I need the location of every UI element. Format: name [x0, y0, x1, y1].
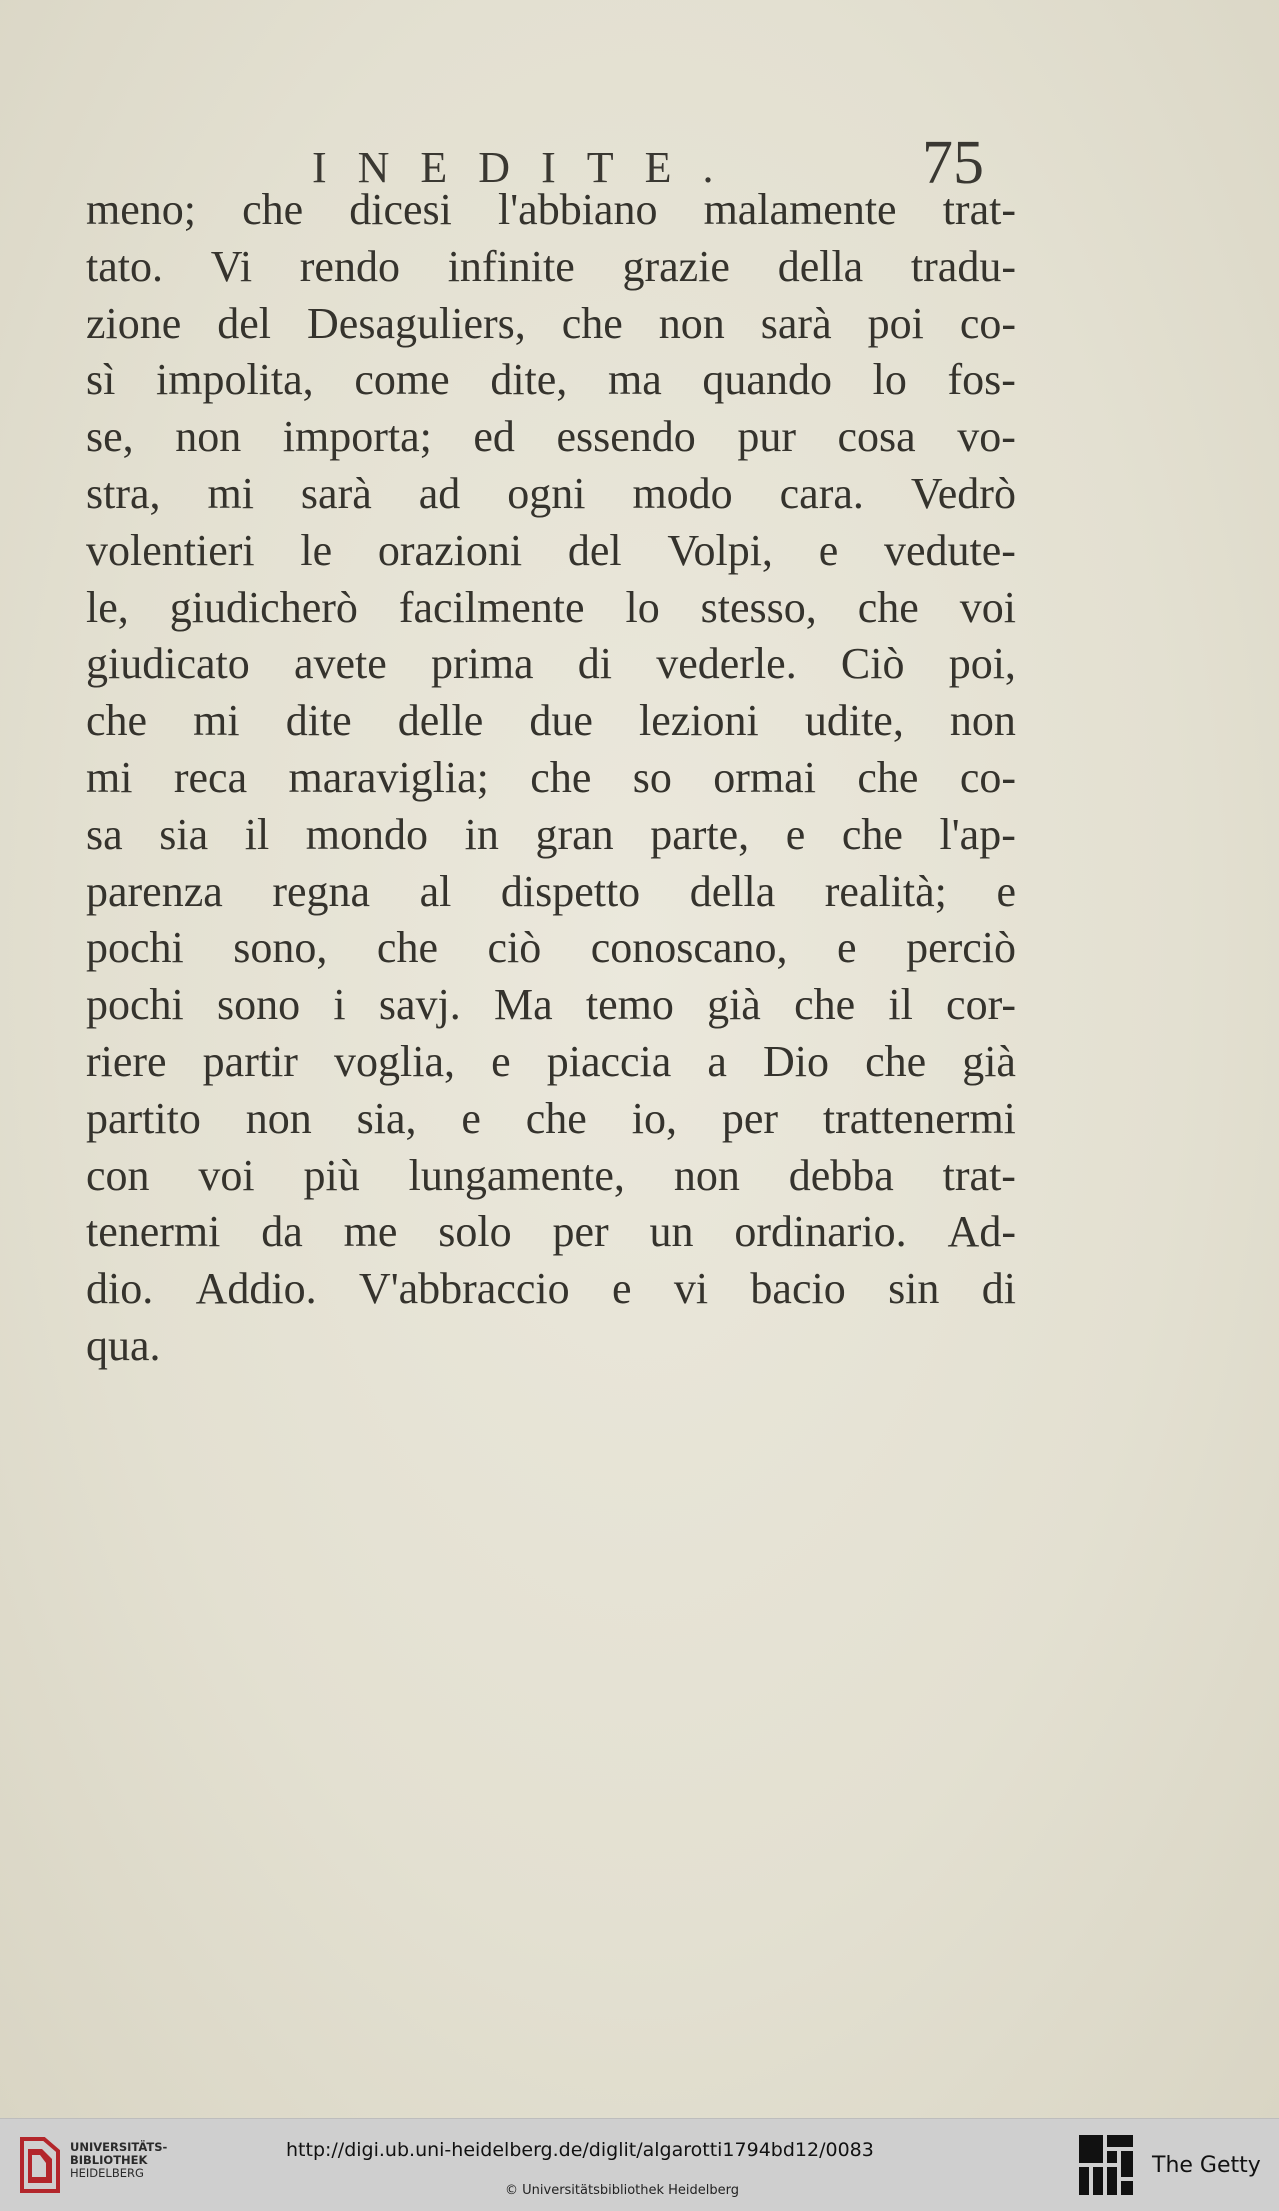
text-line [86, 1204, 1016, 1261]
word: me [343, 1207, 398, 1257]
word: dispetto [500, 866, 641, 916]
word: Vedrò [910, 468, 1016, 518]
word: ogni [507, 468, 586, 518]
word: e [818, 525, 839, 575]
word: l'ap- [939, 809, 1016, 859]
text-line [86, 523, 1016, 580]
word: regna [272, 866, 371, 916]
getty-logo-icon[interactable] [1077, 2133, 1135, 2197]
text-line [86, 920, 1016, 977]
word: del [567, 525, 622, 575]
word: e [837, 923, 857, 973]
word: piaccia [546, 1036, 672, 1086]
word: quando [702, 355, 832, 405]
word: malamente [703, 185, 897, 234]
word: non [673, 1150, 740, 1200]
word: mi [207, 468, 254, 518]
copyright-notice: © Universitätsbibliothek Heidelberg [505, 2183, 740, 2198]
word: dio. [86, 1264, 154, 1314]
word: l'abbiano [498, 185, 658, 234]
word: lezioni [639, 696, 759, 746]
word: tenermi [86, 1207, 221, 1257]
word: con [86, 1150, 150, 1200]
text-line [86, 977, 1016, 1034]
text-line [86, 296, 1016, 353]
word: della [777, 241, 864, 291]
text-line [86, 409, 1016, 466]
word: giudicherò [169, 582, 358, 632]
word: dite, [490, 355, 568, 405]
word: un [649, 1207, 694, 1257]
word: giudicato [86, 639, 250, 689]
word: che [857, 752, 919, 802]
word: Ciò [840, 639, 905, 689]
word: infinite [447, 241, 575, 291]
word: bacio [750, 1264, 846, 1314]
word: le [300, 525, 333, 575]
word: V'abbraccio [358, 1264, 570, 1314]
word: pochi [86, 980, 184, 1030]
word: Volpi, [667, 525, 773, 575]
word: di [577, 639, 613, 689]
word: di [981, 1264, 1016, 1314]
word: a [707, 1036, 727, 1086]
word: fos- [947, 355, 1016, 405]
word: gran [535, 809, 614, 859]
word: Desaguliers, [307, 298, 526, 348]
word: lo [625, 582, 660, 632]
word: io, [631, 1093, 677, 1143]
word: dicesi [349, 185, 452, 234]
word: facilmente [398, 582, 585, 632]
library-name-line-1: UNIVERSITÄTS- [70, 2140, 168, 2154]
word: trat- [942, 1150, 1016, 1200]
word: debba [788, 1150, 894, 1200]
word: voi [959, 582, 1016, 632]
word: prima [430, 639, 534, 689]
word: vo- [957, 412, 1016, 462]
word: stesso, [700, 582, 817, 632]
text-line [86, 1091, 1016, 1148]
word: che [376, 923, 438, 973]
word: non [175, 412, 242, 462]
running-title: INEDITE. [312, 143, 745, 192]
word: solo [438, 1207, 512, 1257]
word: che [865, 1036, 927, 1086]
word: pochi [86, 923, 184, 973]
word: qua. [86, 1320, 161, 1370]
word: mi [193, 696, 240, 746]
library-name-line-3: HEIDELBERG [70, 2166, 144, 2180]
word: le, [86, 582, 129, 632]
word: mondo [305, 809, 429, 859]
word: che [86, 696, 148, 746]
word: parenza [86, 866, 223, 916]
word: che [525, 1093, 587, 1143]
text-line [86, 750, 1016, 807]
text-line [86, 636, 1016, 693]
word: partir [202, 1036, 298, 1086]
word: e [461, 1093, 481, 1143]
word: delle [397, 696, 484, 746]
word: reca [173, 752, 248, 802]
word: Vi [210, 241, 253, 291]
word: come [354, 355, 450, 405]
word: lungamente, [408, 1150, 625, 1200]
word: vederle. [656, 639, 797, 689]
word: sin [888, 1264, 940, 1314]
word: perciò [906, 923, 1016, 973]
word: orazioni [377, 525, 523, 575]
word: zione [86, 298, 182, 348]
word: cosa [837, 412, 916, 462]
word: della [689, 866, 776, 916]
text-line [86, 1261, 1016, 1318]
word: grazie [622, 241, 730, 291]
library-name [70, 2141, 220, 2180]
word: so [632, 752, 672, 802]
word: da [261, 1207, 303, 1257]
word: sia [159, 809, 209, 859]
text-line [86, 864, 1016, 921]
heidelberg-library-logo-icon[interactable] [14, 2133, 66, 2197]
word: due [529, 696, 593, 746]
word: sì [86, 355, 116, 405]
word: il [244, 809, 270, 859]
word: co- [959, 298, 1016, 348]
word: voi [198, 1150, 255, 1200]
word: ma [607, 355, 662, 405]
word: poi, [948, 639, 1016, 689]
viewer-footer [0, 2118, 1279, 2211]
word: i [333, 980, 346, 1030]
word: se, [86, 412, 134, 462]
word: non [245, 1093, 312, 1143]
word: ad [418, 468, 461, 518]
word: ciò [487, 923, 542, 973]
text-line [86, 693, 1016, 750]
partner-name: The Getty [1152, 2153, 1261, 2178]
word: volentieri [86, 525, 255, 575]
body-text [86, 182, 1016, 1375]
text-line [86, 239, 1016, 296]
word: e [611, 1264, 632, 1314]
text-line [86, 352, 1016, 409]
word: sa [86, 809, 123, 859]
word: già [707, 980, 761, 1030]
word: parte, [650, 809, 750, 859]
word: sia, [356, 1093, 417, 1143]
word: già [962, 1036, 1016, 1086]
word: tradu- [910, 241, 1016, 291]
word: importa; [282, 412, 432, 462]
library-name-line-2: BIBLIOTHEK [70, 2153, 148, 2167]
word: trattenermi [822, 1093, 1016, 1143]
word: che [857, 582, 919, 632]
word: rendo [299, 241, 400, 291]
word: sarà [300, 468, 372, 518]
word: per [721, 1093, 779, 1143]
word: ormai [713, 752, 816, 802]
word: Ad- [947, 1207, 1016, 1257]
word: poi [867, 298, 924, 348]
word: mi [86, 752, 133, 802]
word: savj. [378, 980, 461, 1030]
word: partito [86, 1093, 201, 1143]
word: sono, [233, 923, 328, 973]
word: trat- [942, 185, 1016, 234]
word: più [303, 1150, 360, 1200]
text-line [86, 580, 1016, 637]
word: essendo [556, 412, 696, 462]
word: co- [959, 752, 1016, 802]
word: Addio. [195, 1264, 317, 1314]
word: al [419, 866, 452, 916]
word: Dio [762, 1036, 829, 1086]
word: vedute- [884, 525, 1016, 575]
word: meno; [86, 185, 196, 234]
word: impolita, [156, 355, 314, 405]
word: modo [632, 468, 733, 518]
word: che [530, 752, 592, 802]
word: dite [285, 696, 352, 746]
word: maraviglia; [288, 752, 489, 802]
word: ordinario. [734, 1207, 907, 1257]
word: in [464, 809, 499, 859]
word: pur [737, 412, 796, 462]
word: non [658, 298, 725, 348]
text-line [86, 807, 1016, 864]
word: avete [293, 639, 387, 689]
word: del [217, 298, 272, 348]
word: non [949, 696, 1016, 746]
word: conoscano, [590, 923, 788, 973]
word: tato. [86, 241, 163, 291]
word: che [794, 980, 856, 1030]
word: cor- [946, 980, 1016, 1030]
word: ed [473, 412, 515, 462]
word: riere [86, 1036, 167, 1086]
word: lo [872, 355, 907, 405]
text-line [86, 1318, 1016, 1375]
word: che [242, 185, 304, 234]
word: sarà [760, 298, 832, 348]
word: Ma [493, 980, 553, 1030]
word: che [561, 298, 623, 348]
word: vi [673, 1264, 709, 1314]
text-line [86, 182, 1016, 239]
text-line [86, 1034, 1016, 1091]
word: sono [217, 980, 301, 1030]
text-line [86, 466, 1016, 523]
word: e [785, 809, 806, 859]
word: il [888, 980, 913, 1030]
permalink-url[interactable]: http://digi.ub.uni-heidelberg.de/diglit/algarotti1794bd12/0083 [286, 2139, 874, 2161]
word: cara. [779, 468, 864, 518]
word: e [996, 866, 1016, 916]
page-number: 75 [922, 129, 984, 197]
word: voglia, [334, 1036, 456, 1086]
word: stra, [86, 468, 161, 518]
word: temo [585, 980, 674, 1030]
text-line [86, 1148, 1016, 1205]
word: e [491, 1036, 511, 1086]
word: realità; [824, 866, 947, 916]
word: che [841, 809, 903, 859]
word: udite, [804, 696, 904, 746]
word: per [552, 1207, 609, 1257]
